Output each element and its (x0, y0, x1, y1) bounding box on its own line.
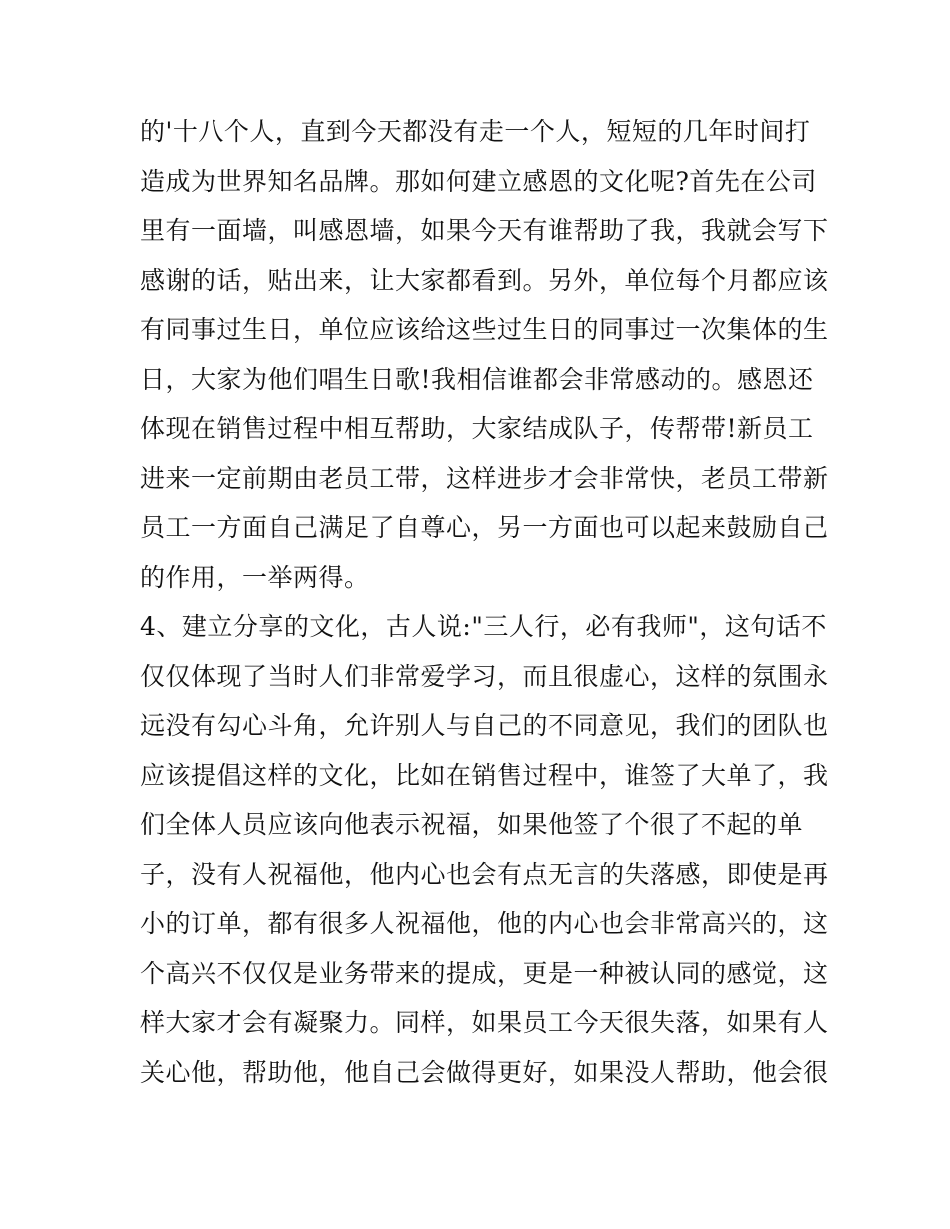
text-line: 的'十八个人，直到今天都没有走一个人，短短的几年时间打 (140, 117, 811, 146)
text-line: 关心他，帮助他，他自己会做得更好，如果没人帮助，他会很 (140, 1057, 829, 1087)
text-line: 样大家才会有凝聚力。同样，如果员工今天很失落，如果有人 (140, 1008, 829, 1037)
section-heading-line: 4、建立分享的文化，古人说:"三人行，必有我师"，这句话不 (140, 612, 827, 641)
text-line: 个高兴不仅仅是业务带来的提成，更是一种被认同的感觉，这 (140, 958, 829, 988)
text-line: 有同事过生日，单位应该给这些过生日的同事过一次集体的生 (140, 315, 829, 344)
text-line: 体现在销售过程中相互帮助，大家结成队子，传帮带!新员工 (140, 414, 814, 443)
text-line: 子，没有人祝福他，他内心也会有点无言的失落感，即使是再 (140, 859, 829, 889)
text-line: 的作用，一举两得。 (140, 562, 370, 592)
text-line: 应该提倡这样的文化，比如在销售过程中，谁签了大单了，我 (140, 760, 829, 790)
text-line: 小的订单，都有很多人祝福他，他的内心也会非常高兴的，这 (140, 909, 829, 938)
text-line: 造成为世界知名品牌。那如何建立感恩的文化呢?首先在公司 (140, 166, 817, 196)
text-line: 们全体人员应该向他表示祝福，如果他签了个很了不起的单 (140, 810, 804, 839)
document-body (140, 110, 829, 1100)
text-line: 仅仅体现了当时人们非常爱学习，而且很虚心，这样的氛围永 (140, 661, 829, 691)
text-line: 感谢的话，贴出来，让大家都看到。另外，单位每个月都应该 (140, 265, 829, 295)
text-line: 员工一方面自己满足了自尊心，另一方面也可以起来鼓励自己 (140, 513, 829, 542)
text-line: 进来一定前期由老员工带，这样进步才会非常快，老员工带新 (140, 463, 829, 493)
text-line: 远没有勾心斗角，允许别人与自己的不同意见，我们的团队也 (140, 711, 829, 740)
text-line: 里有一面墙，叫感恩墙，如果今天有谁帮助了我，我就会写下 (140, 216, 829, 245)
text-line: 日，大家为他们唱生日歌!我相信谁都会非常感动的。感恩还 (140, 364, 814, 394)
